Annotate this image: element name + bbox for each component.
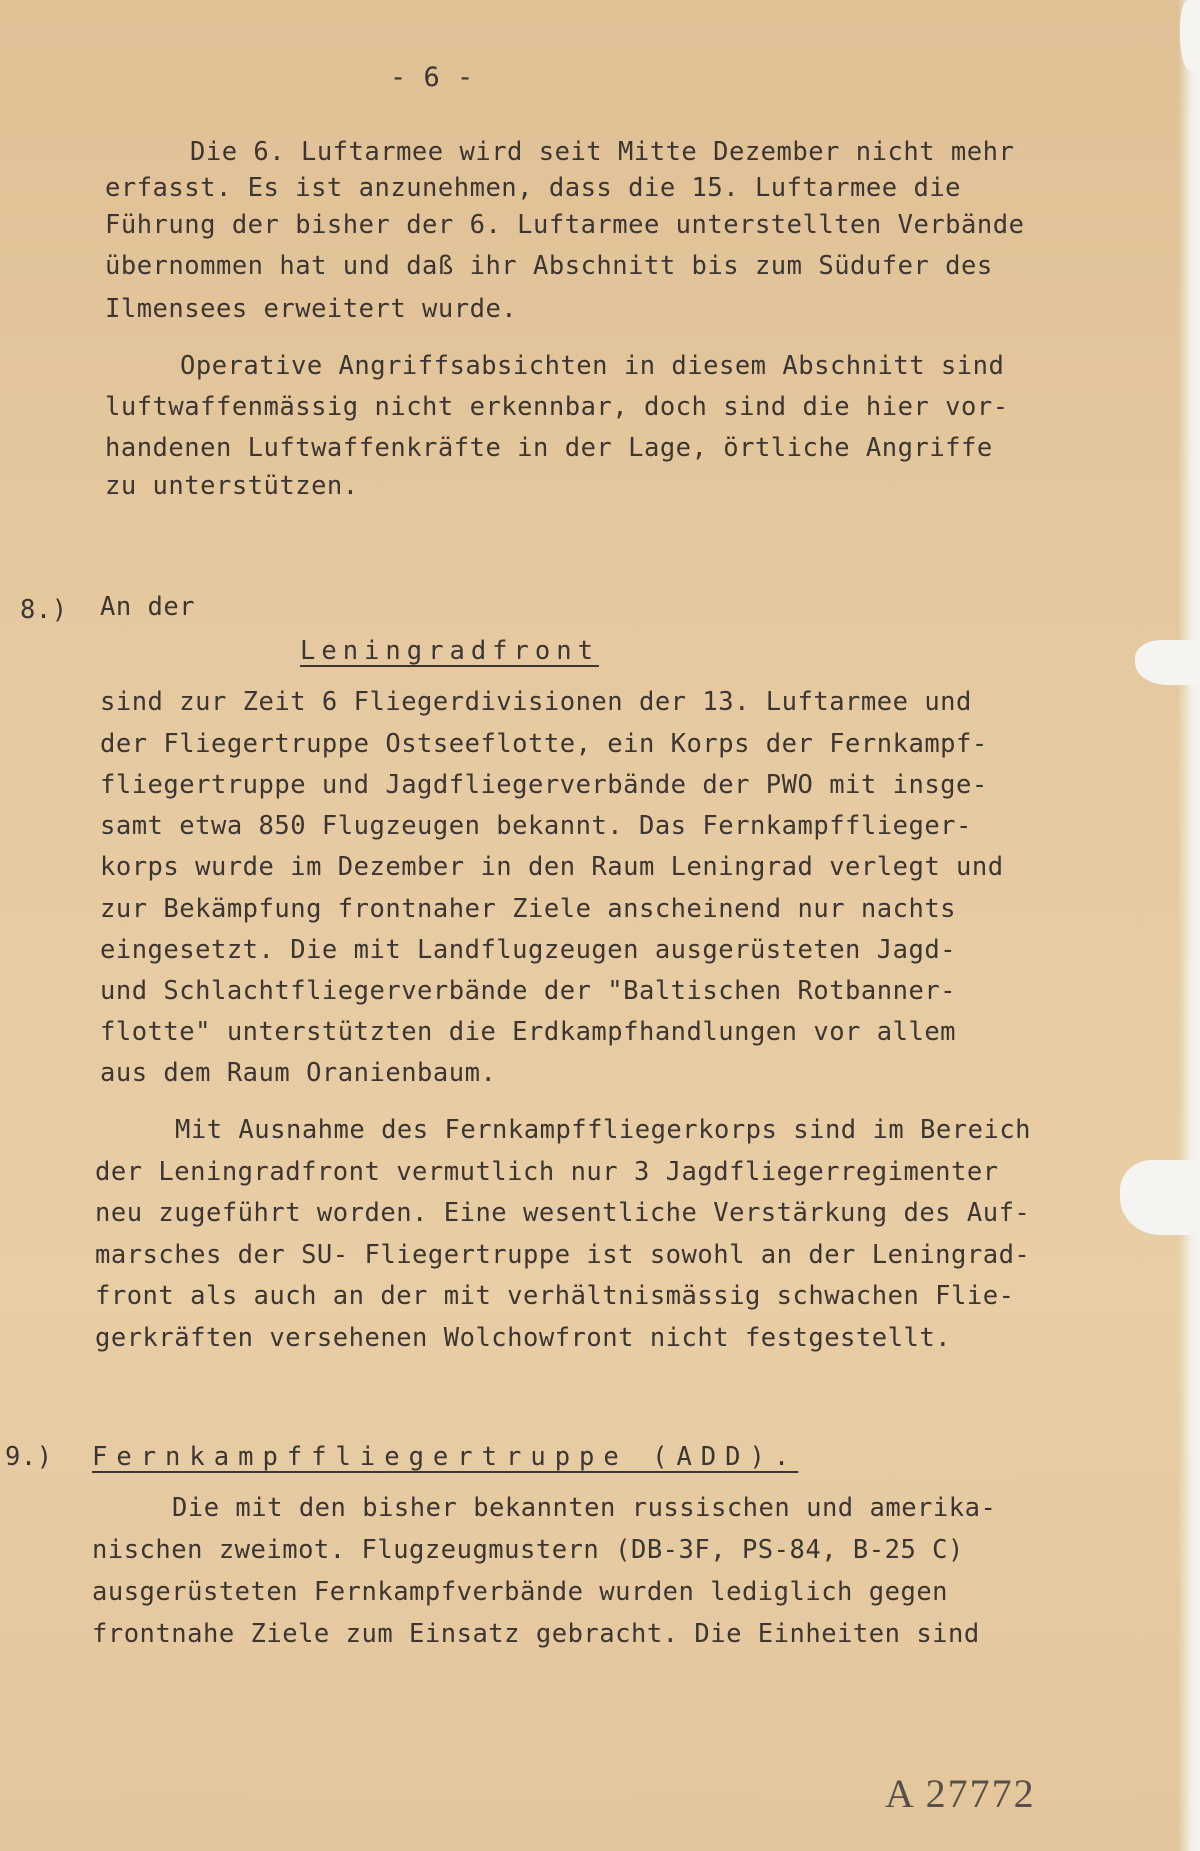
text-line: marsches der SU- Fliegertruppe ist sowohl an der Leningrad-	[95, 1240, 1031, 1270]
text-line: korps wurde im Dezember in den Raum Leningrad verlegt und	[100, 852, 1004, 882]
paper-tear	[1120, 1160, 1200, 1235]
page-number: - 6 -	[390, 62, 474, 93]
text-line: zu unterstützen.	[105, 471, 359, 501]
text-line: der Leningradfront vermutlich nur 3 Jagdfliegerregimenter	[95, 1157, 999, 1187]
text-line: nischen zweimot. Flugzeugmustern (DB-3F, PS-84, B-25 C)	[92, 1535, 964, 1565]
section-number: 9.)	[5, 1442, 53, 1472]
section-heading: Fernkampffliegertruppe (ADD).	[92, 1442, 799, 1472]
text-line: flotte" unterstützten die Erdkampfhandlungen vor allem	[100, 1017, 957, 1047]
text-line: zur Bekämpfung frontnaher Ziele anscheinend nur nachts	[100, 894, 957, 924]
text-line: samt etwa 850 Flugzeugen bekannt. Das Fernkampfflieger-	[100, 811, 972, 841]
text-line: und Schlachtfliegerverbände der "Baltischen Rotbanner-	[100, 976, 957, 1006]
text-line: luftwaffenmässig nicht erkennbar, doch sind die hier vor-	[105, 392, 1009, 422]
text-line: aus dem Raum Oranienbaum.	[100, 1058, 497, 1088]
section-number: 8.)	[20, 595, 68, 625]
text-line: Die mit den bisher bekannten russischen und amerika-	[172, 1493, 997, 1523]
text-line: handenen Luftwaffenkräfte in der Lage, örtliche Angriffe	[105, 433, 993, 463]
paper-edge	[1178, 0, 1200, 1851]
text-line: übernommen hat und daß ihr Abschnitt bis zum Südufer des	[105, 251, 993, 281]
text-line: neu zugeführt worden. Eine wesentliche Verstärkung des Auf-	[95, 1198, 1031, 1228]
text-line: gerkräften versehenen Wolchowfront nicht festgestellt.	[95, 1323, 952, 1353]
text-line: eingesetzt. Die mit Landflugzeugen ausgerüsteten Jagd-	[100, 935, 957, 965]
text-line: Die 6. Luftarmee wird seit Mitte Dezember nicht mehr	[190, 137, 1015, 167]
section-intro: An der	[100, 592, 196, 622]
text-line: Mit Ausnahme des Fernkampffliegerkorps sind im Bereich	[175, 1115, 1032, 1145]
text-line: front als auch an der mit verhältnismässig schwachen Flie-	[95, 1281, 1015, 1311]
archive-stamp: A 27772	[885, 1771, 1036, 1816]
text-line: fliegertruppe und Jagdfliegerverbände der PWO mit insge-	[100, 770, 988, 800]
text-line: Operative Angriffsabsichten in diesem Abschnitt sind	[180, 351, 1005, 381]
text-line: Führung der bisher der 6. Luftarmee unterstellten Verbände	[105, 210, 1025, 240]
text-line: der Fliegertruppe Ostseeflotte, ein Korps der Fernkampf-	[100, 729, 988, 759]
paper-tear	[1135, 640, 1200, 685]
paper-tear	[1180, 0, 1200, 70]
text-line: frontnahe Ziele zum Einsatz gebracht. Die Einheiten sind	[92, 1619, 980, 1649]
text-line: ausgerüsteten Fernkampfverbände wurden lediglich gegen	[92, 1577, 949, 1607]
text-line: erfasst. Es ist anzunehmen, dass die 15. Luftarmee die	[105, 173, 962, 203]
text-line: sind zur Zeit 6 Fliegerdivisionen der 13. Luftarmee und	[100, 687, 972, 717]
section-heading: Leningradfront	[300, 636, 599, 666]
text-line: Ilmensees erweitert wurde.	[105, 294, 518, 324]
